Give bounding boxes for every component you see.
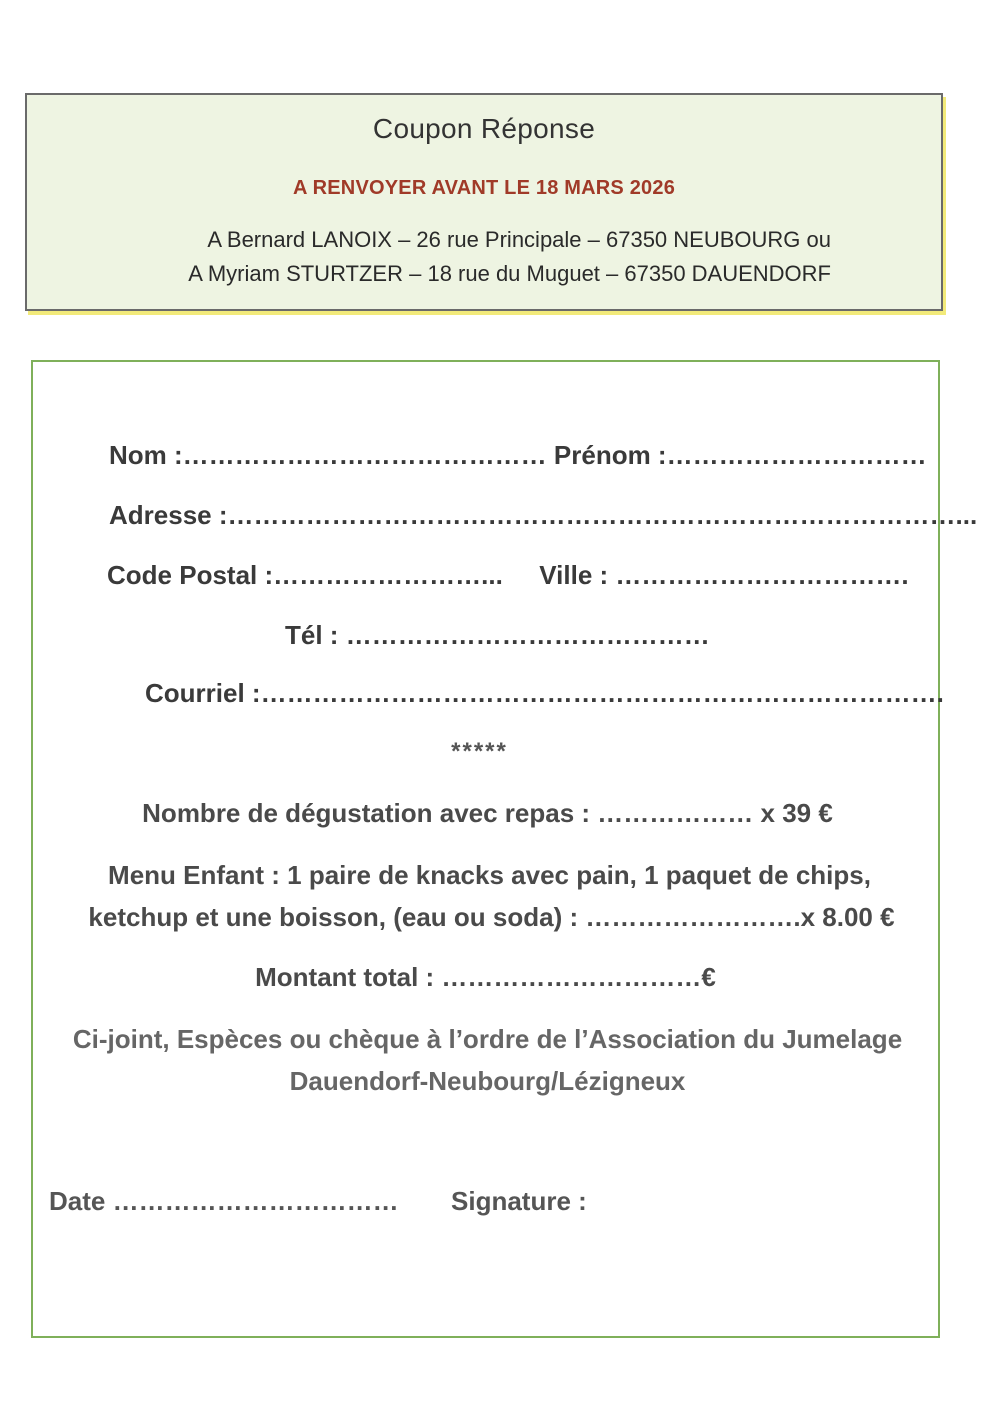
nom-row [109,440,927,471]
nom-field[interactable]: …………………………………… [182,440,547,470]
adresse-label: Adresse : [109,500,228,530]
payment-line-1: Ci-joint, Espèces ou chèque à l’ordre de l’Association du Jumelage [72,1024,903,1054]
separator-stars: ***** [451,738,508,765]
menu-enfant-label: ketchup et une boisson, (eau ou soda) : [88,902,579,932]
degustation-row [35,798,940,829]
courriel-label: Courriel : [145,678,261,708]
prenom-label: Prénom : [553,440,667,470]
payment-line-2: Dauendorf-Neubourg/Lézigneux [289,1066,686,1096]
degustation-field[interactable]: ……………… [597,798,754,828]
code-postal-label: Code Postal : [107,560,274,590]
date-field[interactable]: …………………………… [112,1186,399,1216]
deadline-notice: A RENVOYER AVANT LE 18 MARS 2026 [292,177,676,199]
montant-field[interactable]: ………………………… [441,962,702,992]
reply-form [31,360,978,1338]
code-postal-row [107,560,909,591]
courriel-field[interactable]: ……………………………………………………………………. [260,678,944,708]
menu-enfant-price: x 8.00 € [800,902,895,932]
return-address-2: A Myriam STURTZER – 18 rue du Muguet – 67350 DAUENDORF [188,261,831,286]
prenom-field[interactable]: ………………………… [666,440,927,470]
montant-currency: € [701,962,716,992]
degustation-price: x 39 € [760,798,833,828]
montant-row [33,962,938,993]
montant-label: Montant total : [255,962,435,992]
coupon-title: Coupon Réponse [372,113,596,144]
signature-label: Signature : [451,1186,587,1216]
adresse-field[interactable]: …………………………………………………………………………... [227,500,978,530]
tel-field[interactable]: …………………………………… [345,620,710,650]
return-address-1: A Bernard LANOIX – 26 rue Principale – 67350 NEUBOURG ou [207,227,831,252]
adresse-row [109,500,977,531]
menu-enfant-line-1: Menu Enfant : 1 paire de knacks avec pain, 1 paquet de chips, [108,860,871,890]
header-box [25,93,943,311]
tel-row [285,620,710,651]
nom-label: Nom : [109,440,183,470]
menu-enfant-row [39,902,944,933]
date-label: Date [49,1186,106,1216]
code-postal-field[interactable]: ……………………... [273,560,503,590]
ville-field[interactable]: ……………………………. [615,560,909,590]
ville-label: Ville : [539,560,609,590]
tel-label: Tél : [285,620,339,650]
courriel-row [145,678,944,709]
degustation-label: Nombre de dégustation avec repas : [142,798,591,828]
date-row [49,1186,399,1217]
menu-enfant-field[interactable]: ……………………. [585,902,801,932]
